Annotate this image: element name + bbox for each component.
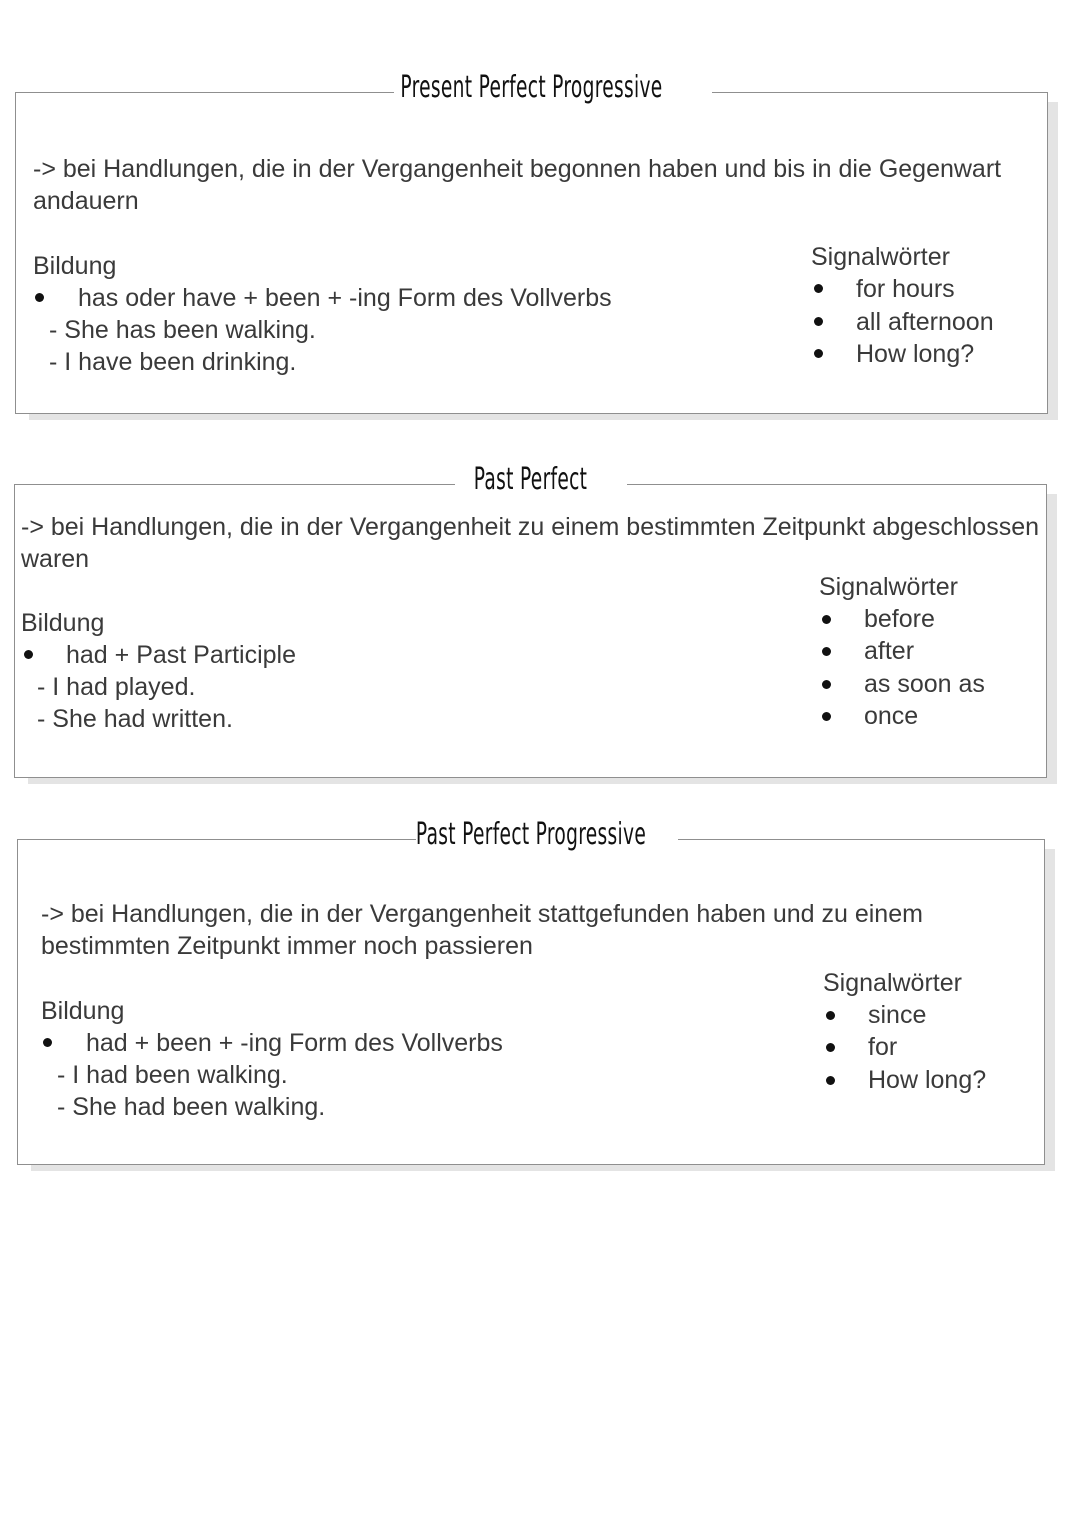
example-1: - I had been walking. — [57, 1061, 288, 1089]
bullet-icon — [826, 1043, 835, 1052]
bullet-icon — [814, 284, 823, 293]
bullet-icon — [822, 712, 831, 721]
bullet-icon — [826, 1011, 835, 1020]
example-2: - She had written. — [37, 705, 233, 733]
bullet-icon — [43, 1038, 52, 1047]
card-description: -> bei Handlungen, die in der Vergangenheit begonnen haben und bis in die Gegenwart andauern — [33, 155, 1002, 215]
formula: had + been + -ing Form des Vollverbs — [86, 1029, 503, 1057]
example-2: - I have been drinking. — [49, 348, 297, 376]
signal-label: Signalwörter — [811, 243, 950, 271]
card-title: Present Perfect Progressive — [400, 70, 663, 105]
bullet-icon — [826, 1076, 835, 1085]
example-1: - I had played. — [37, 673, 196, 701]
signal-item: all afternoon — [856, 308, 994, 336]
bullet-icon — [814, 349, 823, 358]
example-1: - She has been walking. — [49, 316, 316, 344]
signal-item: after — [864, 637, 915, 665]
card-past-perfect — [14, 462, 1047, 778]
card-title: Past Perfect Progressive — [415, 817, 647, 852]
card-title: Past Perfect — [473, 462, 588, 497]
bildung-label: Bildung — [41, 997, 125, 1025]
formula: had + Past Participle — [66, 641, 296, 669]
bullet-icon — [24, 650, 33, 659]
signal-item: once — [864, 702, 919, 730]
signal-label: Signalwörter — [819, 573, 958, 601]
card-description: -> bei Handlungen, die in der Vergangenheit zu einem bestimmten Zeitpunkt abgeschlossen waren — [21, 513, 1040, 573]
signal-item: since — [868, 1001, 927, 1029]
card-description: -> bei Handlungen, die in der Vergangenheit stattgefunden haben und zu einem bestimmten Zeitpunkt immer noch passieren — [41, 900, 923, 960]
card-present-perfect-progressive — [15, 70, 1048, 414]
example-2: - She had been walking. — [57, 1093, 326, 1121]
bullet-icon — [822, 680, 831, 689]
signal-item: How long? — [856, 340, 975, 368]
formula: has oder have + been + -ing Form des Vollverbs — [78, 284, 612, 312]
signal-item: as soon as — [864, 670, 985, 698]
signal-item: for — [868, 1033, 898, 1061]
signal-item: How long? — [868, 1066, 987, 1094]
bullet-icon — [35, 293, 44, 302]
bildung-label: Bildung — [33, 252, 117, 280]
signal-item: before — [864, 605, 935, 633]
bullet-icon — [822, 647, 831, 656]
bullet-icon — [822, 615, 831, 624]
signal-label: Signalwörter — [823, 969, 962, 997]
signal-item: for hours — [856, 275, 955, 303]
bildung-label: Bildung — [21, 609, 105, 637]
card-past-perfect-progressive — [17, 817, 1045, 1165]
bullet-icon — [814, 317, 823, 326]
